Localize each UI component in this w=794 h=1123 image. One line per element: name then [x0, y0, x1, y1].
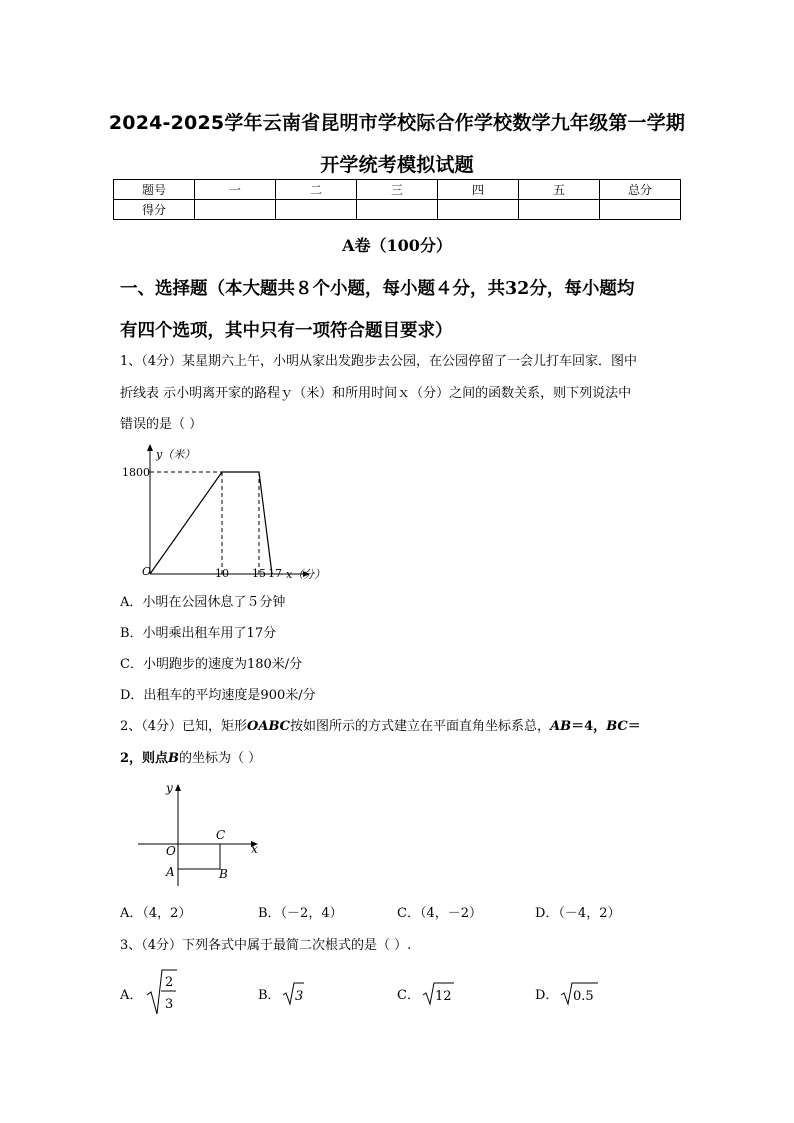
- q1-x-tick-10: 10: [215, 567, 229, 580]
- q1-stem-line1: 1、（4分）某星期六上午，小明从家出发跑步去公园，在公园停留了一会儿打车回家．图中: [120, 354, 638, 369]
- score-header-cell: 题号: [114, 180, 195, 200]
- q3-option-a-label: A．: [120, 988, 143, 1003]
- q1-option-c: C．小明跑步的速度为180米/分: [120, 657, 303, 672]
- q3-option-b-label: B．: [258, 988, 281, 1003]
- q2-text: 2、（4分）已知，矩形: [120, 719, 248, 734]
- q2-point-b: B: [168, 751, 180, 766]
- q2-label-c: C: [216, 828, 226, 842]
- score-cell: [600, 200, 681, 220]
- q2-label-o: O: [166, 844, 176, 858]
- q2-rectangle-figure: [130, 778, 270, 890]
- section1-heading-line2: 有四个选项，其中只有一项符合题目要求）: [120, 321, 453, 341]
- q3-option-b-radical: [282, 980, 306, 1006]
- score-table-header-row: [114, 180, 681, 200]
- q2-label-b: B: [219, 867, 228, 881]
- q3-option-a-radical: [146, 968, 178, 1016]
- section1-heading-line1: 一、选择题（本大题共８个小题，每小题４分，共32分，每小题均: [120, 279, 635, 299]
- score-header-cell: 四: [438, 180, 519, 200]
- score-header-cell: 二: [276, 180, 357, 200]
- q3-option-b-radicand: 3: [295, 989, 304, 1004]
- q1-option-d: D．出租车的平均速度是900米/分: [120, 688, 316, 703]
- score-cell: [357, 200, 438, 220]
- score-header-cell: 一: [195, 180, 276, 200]
- score-cell: [438, 200, 519, 220]
- q2-bc: BC: [606, 719, 628, 734]
- q2-option-a: A．（4，2）: [120, 906, 192, 921]
- q2-rect-name: OABC: [247, 719, 291, 734]
- q3-option-d-radical: [560, 980, 600, 1006]
- q2-label-a: A: [166, 865, 175, 879]
- q1-y-label: y（米）: [156, 448, 196, 461]
- score-table-score-row: [114, 200, 681, 220]
- q1-option-a: A．小明在公园休息了５分钟: [120, 595, 286, 610]
- q3-option-c-radical: [422, 980, 456, 1006]
- score-table: [113, 179, 681, 220]
- score-cell: [276, 200, 357, 220]
- score-cell: [195, 200, 276, 220]
- q2-stem-line1: [120, 712, 690, 742]
- q2-option-c: C．（4，－2）: [397, 906, 482, 921]
- q1-graph-line: [150, 472, 272, 574]
- q1-stem-line2: 折线表 示小明离开家的路程ｙ（米）和所用时间ｘ（分）之间的函数关系，则下列说法中: [120, 386, 632, 401]
- q1-distance-time-graph: [120, 444, 330, 584]
- q3-stem: 3、（4分）下列各式中属于最简二次根式的是（ ）.: [120, 938, 412, 953]
- q3-option-d-label: D．: [535, 988, 559, 1003]
- q2-text: 按如图所示的方式建立在平面直角坐标系总，: [290, 719, 551, 734]
- score-header-cell: 三: [357, 180, 438, 200]
- score-header-cell: 五: [519, 180, 600, 200]
- q3-option-c-radicand: 12: [435, 989, 452, 1004]
- q3-options: [120, 966, 690, 1016]
- q3-option-a-denominator: 3: [165, 997, 174, 1012]
- q3-option-a-numerator: 2: [165, 975, 174, 990]
- page-subtitle: 开学统考模拟试题: [320, 154, 474, 176]
- q1-stem-line3: 错误的是（ ）: [120, 417, 203, 432]
- q2-stem-line2: [120, 744, 690, 774]
- q2-text: 的坐标为（ ）: [179, 751, 262, 766]
- q2-ab-value: ＝4，: [571, 719, 607, 734]
- q1-x-tick-15: 15: [252, 567, 266, 580]
- q1-x-tick-17: 17: [268, 567, 282, 580]
- q1-y-axis-arrow: [147, 444, 153, 451]
- page-title: 2024-2025学年云南省昆明市学校际合作学校数学九年级第一学期: [108, 112, 686, 134]
- q2-text: 2，则点: [120, 751, 169, 766]
- q1-y-tick-1800: 1800: [122, 466, 150, 479]
- q1-origin-label: O: [142, 565, 152, 578]
- score-header-cell: 总分: [600, 180, 681, 200]
- q2-label-x: x: [251, 842, 258, 856]
- q2-option-d: D．（－4，2）: [535, 906, 621, 921]
- q2-y-axis-arrow: [175, 784, 181, 791]
- q2-option-b: B．（－2，4）: [258, 906, 343, 921]
- q2-rectangle: [178, 844, 220, 869]
- q3-option-c-label: C．: [397, 988, 420, 1003]
- q1-x-label: x（分）: [286, 568, 326, 581]
- q2-bc-eq: ＝: [627, 719, 641, 734]
- q2-ab: AB: [550, 719, 572, 734]
- score-cell: [519, 200, 600, 220]
- section-a-heading: A卷（100分）: [342, 236, 452, 255]
- q3-option-d-radicand: 0.5: [573, 989, 594, 1004]
- q2-label-y: y: [166, 781, 173, 795]
- score-row-label: 得分: [114, 200, 195, 220]
- q1-option-b: B．小明乘出租车用了17分: [120, 626, 277, 641]
